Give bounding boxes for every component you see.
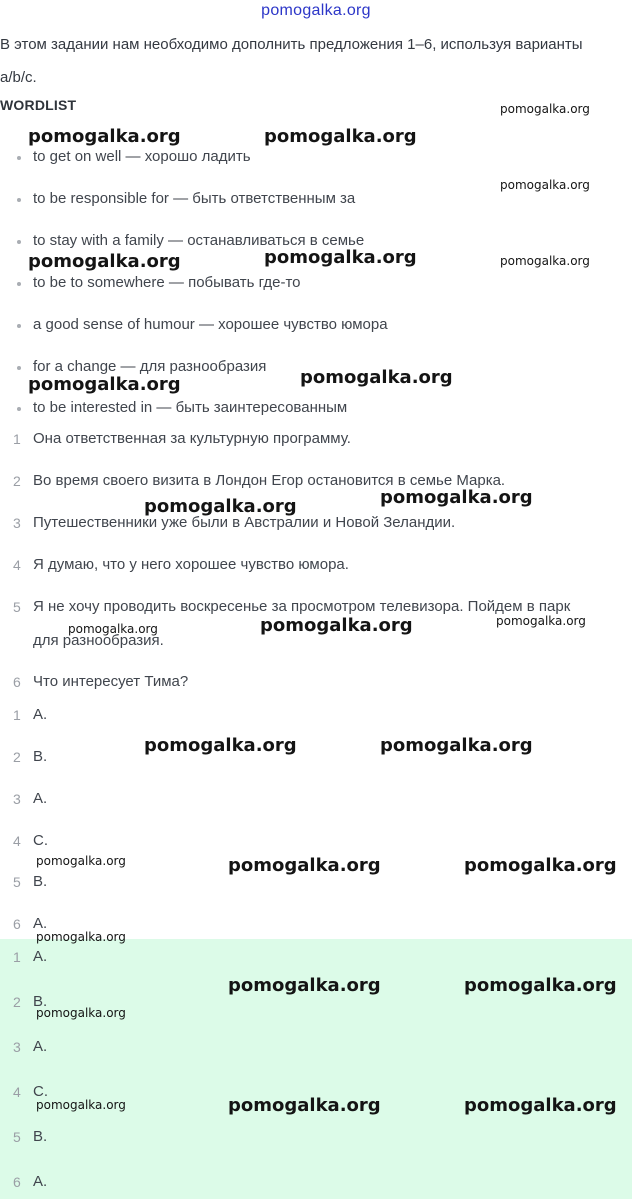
bullet-icon (17, 407, 21, 411)
watermark: pomogalka.org (464, 1095, 617, 1116)
watermark: pomogalka.org (500, 102, 590, 116)
sentence-item: 5 Я не хочу проводить воскресенье за просмотром телевизора. Пойдем в парк для разнообразия. (13, 598, 571, 649)
watermark: pomogalka.org (28, 374, 181, 395)
site-title[interactable]: pomogalka.org (261, 2, 371, 19)
watermark: pomogalka.org (464, 975, 617, 996)
bullet-icon (17, 366, 21, 370)
watermark: pomogalka.org (264, 247, 417, 268)
bullet-icon (17, 282, 21, 286)
watermark: pomogalka.org (36, 930, 126, 944)
watermark: pomogalka.org (500, 178, 590, 192)
sentence-item: 2 Во время своего визита в Лондон Егор остановится в семье Марка. (13, 472, 506, 489)
watermark: pomogalka.org (28, 126, 181, 147)
watermark: pomogalka.org (36, 1006, 126, 1020)
watermark: pomogalka.org (228, 1095, 381, 1116)
watermark: pomogalka.org (144, 496, 297, 517)
bullet-icon (17, 240, 21, 244)
sentence-item: 3 Путешественники уже были в Австралии и Новой Зеландии. (13, 514, 456, 531)
bullet-icon (17, 324, 21, 328)
sentence-item: 4 Я думаю, что у него хорошее чувство юмора. (13, 556, 349, 573)
sentence-item: 6 Что интересует Тима? (13, 673, 189, 690)
bullet-icon (17, 156, 21, 160)
watermark: pomogalka.org (464, 855, 617, 876)
watermark: pomogalka.org (380, 487, 533, 508)
wordlist-heading: WORDLIST (0, 97, 77, 113)
watermark: pomogalka.org (500, 254, 590, 268)
watermark: pomogalka.org (28, 251, 181, 272)
watermark: pomogalka.org (36, 1098, 126, 1112)
watermark: pomogalka.org (36, 854, 126, 868)
bullet-icon (17, 198, 21, 202)
watermark: pomogalka.org (228, 975, 381, 996)
watermark: pomogalka.org (68, 622, 158, 636)
task-intro: В этом задании нам необходимо дополнить предложения 1–6, используя варианты a/b/c. (0, 36, 583, 86)
watermark: pomogalka.org (260, 615, 413, 636)
watermark: pomogalka.org (380, 735, 533, 756)
watermark: pomogalka.org (496, 614, 586, 628)
watermark: pomogalka.org (144, 735, 297, 756)
sentence-item: 1 Она ответственная за культурную программу. (13, 430, 351, 447)
watermark: pomogalka.org (300, 367, 453, 388)
watermark: pomogalka.org (264, 126, 417, 147)
watermark: pomogalka.org (228, 855, 381, 876)
